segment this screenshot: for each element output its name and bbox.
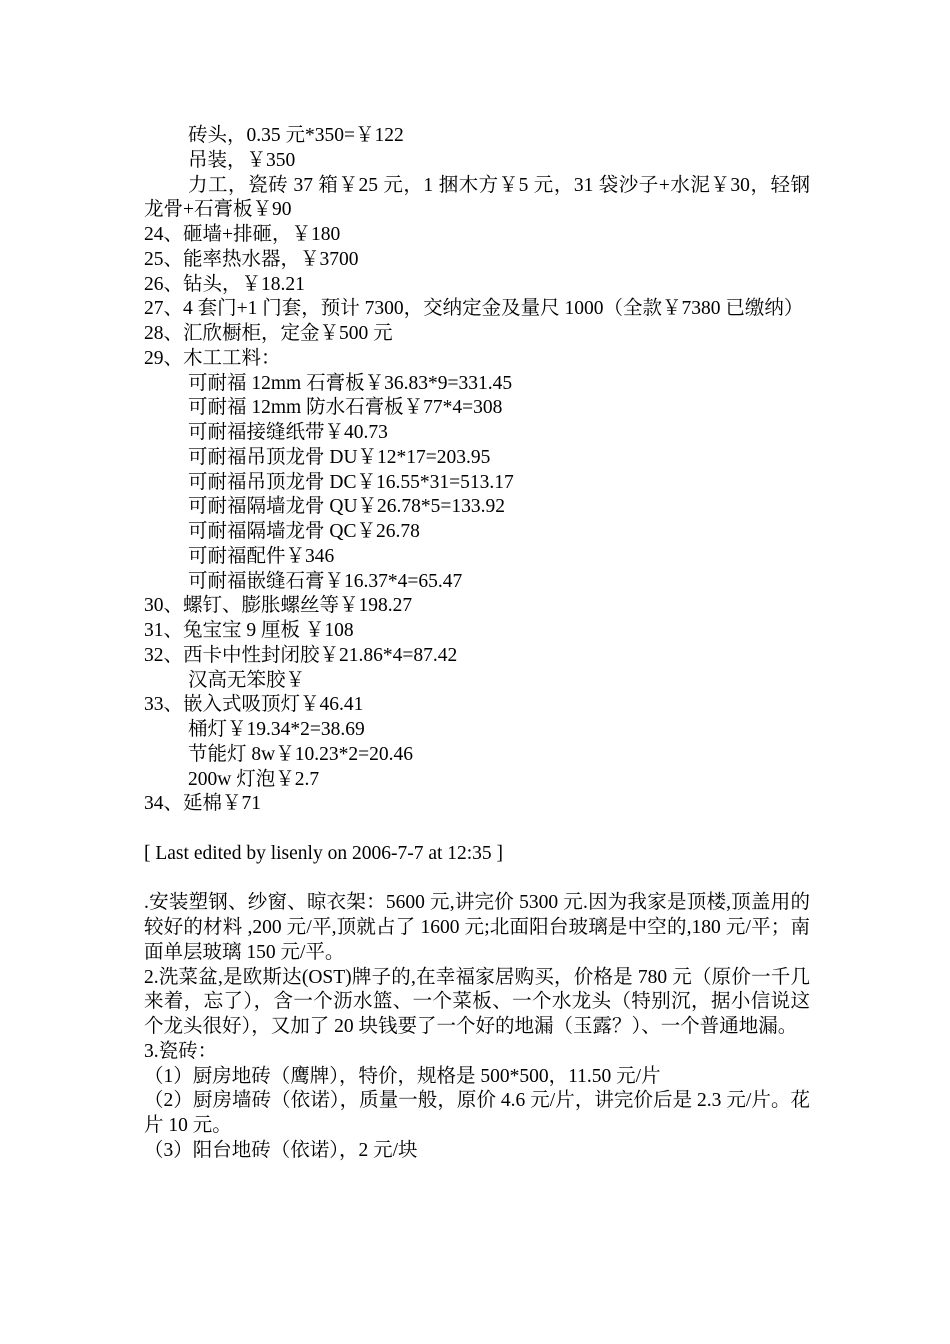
list-subitem: 桶灯￥19.34*2=38.69 <box>188 719 365 740</box>
paragraph-sink: 2.洗菜盆,是欧斯达(OST)牌子的,在幸福家居购买，价格是 780 元（原价一千几来着，忘了），含一个沥水篮、一个菜板、一个水龙头（特别沉，据小信说这个龙头很好），又加了 20 块钱要了一个好的地漏（玉露？）、一个普通地漏。 <box>144 966 810 1037</box>
list-subitem: 200w 灯泡￥2.7 <box>188 768 320 790</box>
tile-item-2: （2）厨房墙砖（依诺），质量一般，原价 4.6 元/片，讲完价后是 2.3 元/片。花片 10 元。 <box>144 1090 810 1136</box>
list-item-32: 32、西卡中性封闭胶￥21.86*4=87.42 <box>144 644 458 666</box>
edit-note: [ Last edited by lisenly on 2006-7-7 at 12:35 ] <box>144 842 504 864</box>
list-subitem: 可耐福配件￥346 <box>188 545 335 567</box>
tile-item-1: （1）厨房地砖（鹰牌），特价，规格是 500*500，11.50 元/片 <box>144 1065 661 1087</box>
list-item-33: 33、嵌入式吸顶灯￥46.41 <box>144 694 364 716</box>
brick-line: 砖头，0.35 元*350=￥122 <box>188 125 404 146</box>
list-subitem: 节能灯 8w￥10.23*2=20.46 <box>188 743 413 765</box>
tile-heading: 3.瓷砖： <box>144 1040 218 1062</box>
spacer <box>144 817 810 842</box>
list-item-26: 26、钻头，￥18.21 <box>144 273 305 295</box>
list-item-34: 34、延棉￥71 <box>144 793 262 815</box>
paragraph-windows: .安装塑钢、纱窗、晾衣架：5600 元,讲完价 5300 元.因为我家是顶楼,顶盖用的较好的材料 ,200 元/平,顶就占了 1600 元;北面阳台玻璃是中空的,180 元/平；南面单层玻璃 150 元/平。 <box>144 892 810 963</box>
list-item-25: 25、能率热水器，￥3700 <box>144 248 359 270</box>
list-subitem: 汉高无笨胶￥ <box>188 669 306 691</box>
document-page <box>144 124 810 1164</box>
list-item-27: 27、4 套门+1 门套，预计 7300，交纳定金及量尺 1000（全款￥7380 已缴纳） <box>144 298 804 320</box>
spacer <box>144 867 810 892</box>
hoisting-line: 吊装，￥350 <box>188 149 296 171</box>
list-subitem: 可耐福吊顶龙骨 DC￥16.55*31=513.17 <box>188 471 514 493</box>
list-item-31: 31、兔宝宝 9 厘板 ￥108 <box>144 620 354 641</box>
tile-item-3: （3）阳台地砖（依诺），2 元/块 <box>144 1139 418 1161</box>
list-subitem: 可耐福 12mm 石膏板￥36.83*9=331.45 <box>188 372 513 394</box>
list-item-30: 30、螺钉、膨胀螺丝等￥198.27 <box>144 595 413 617</box>
list-item-29: 29、木工工料： <box>144 347 281 369</box>
list-item-24: 24、砸墙+排砸，￥180 <box>144 224 341 245</box>
list-subitem: 可耐福隔墙龙骨 QU￥26.78*5=133.92 <box>188 496 506 518</box>
list-subitem: 可耐福吊顶龙骨 DU￥12*17=203.95 <box>188 446 491 468</box>
list-item-28: 28、汇欣橱柜，定金￥500 元 <box>144 323 393 344</box>
list-subitem: 可耐福接缝纸带￥40.73 <box>188 422 388 443</box>
list-subitem: 可耐福 12mm 防水石膏板￥77*4=308 <box>188 397 503 419</box>
list-subitem: 可耐福嵌缝石膏￥16.37*4=65.47 <box>188 570 463 592</box>
list-subitem: 可耐福隔墙龙骨 QC￥26.78 <box>188 521 420 542</box>
labor-line: 力工，瓷砖 37 箱￥25 元，1 捆木方￥5 元，31 袋沙子+水泥￥30，轻钢龙骨+石膏板￥90 <box>144 174 810 221</box>
